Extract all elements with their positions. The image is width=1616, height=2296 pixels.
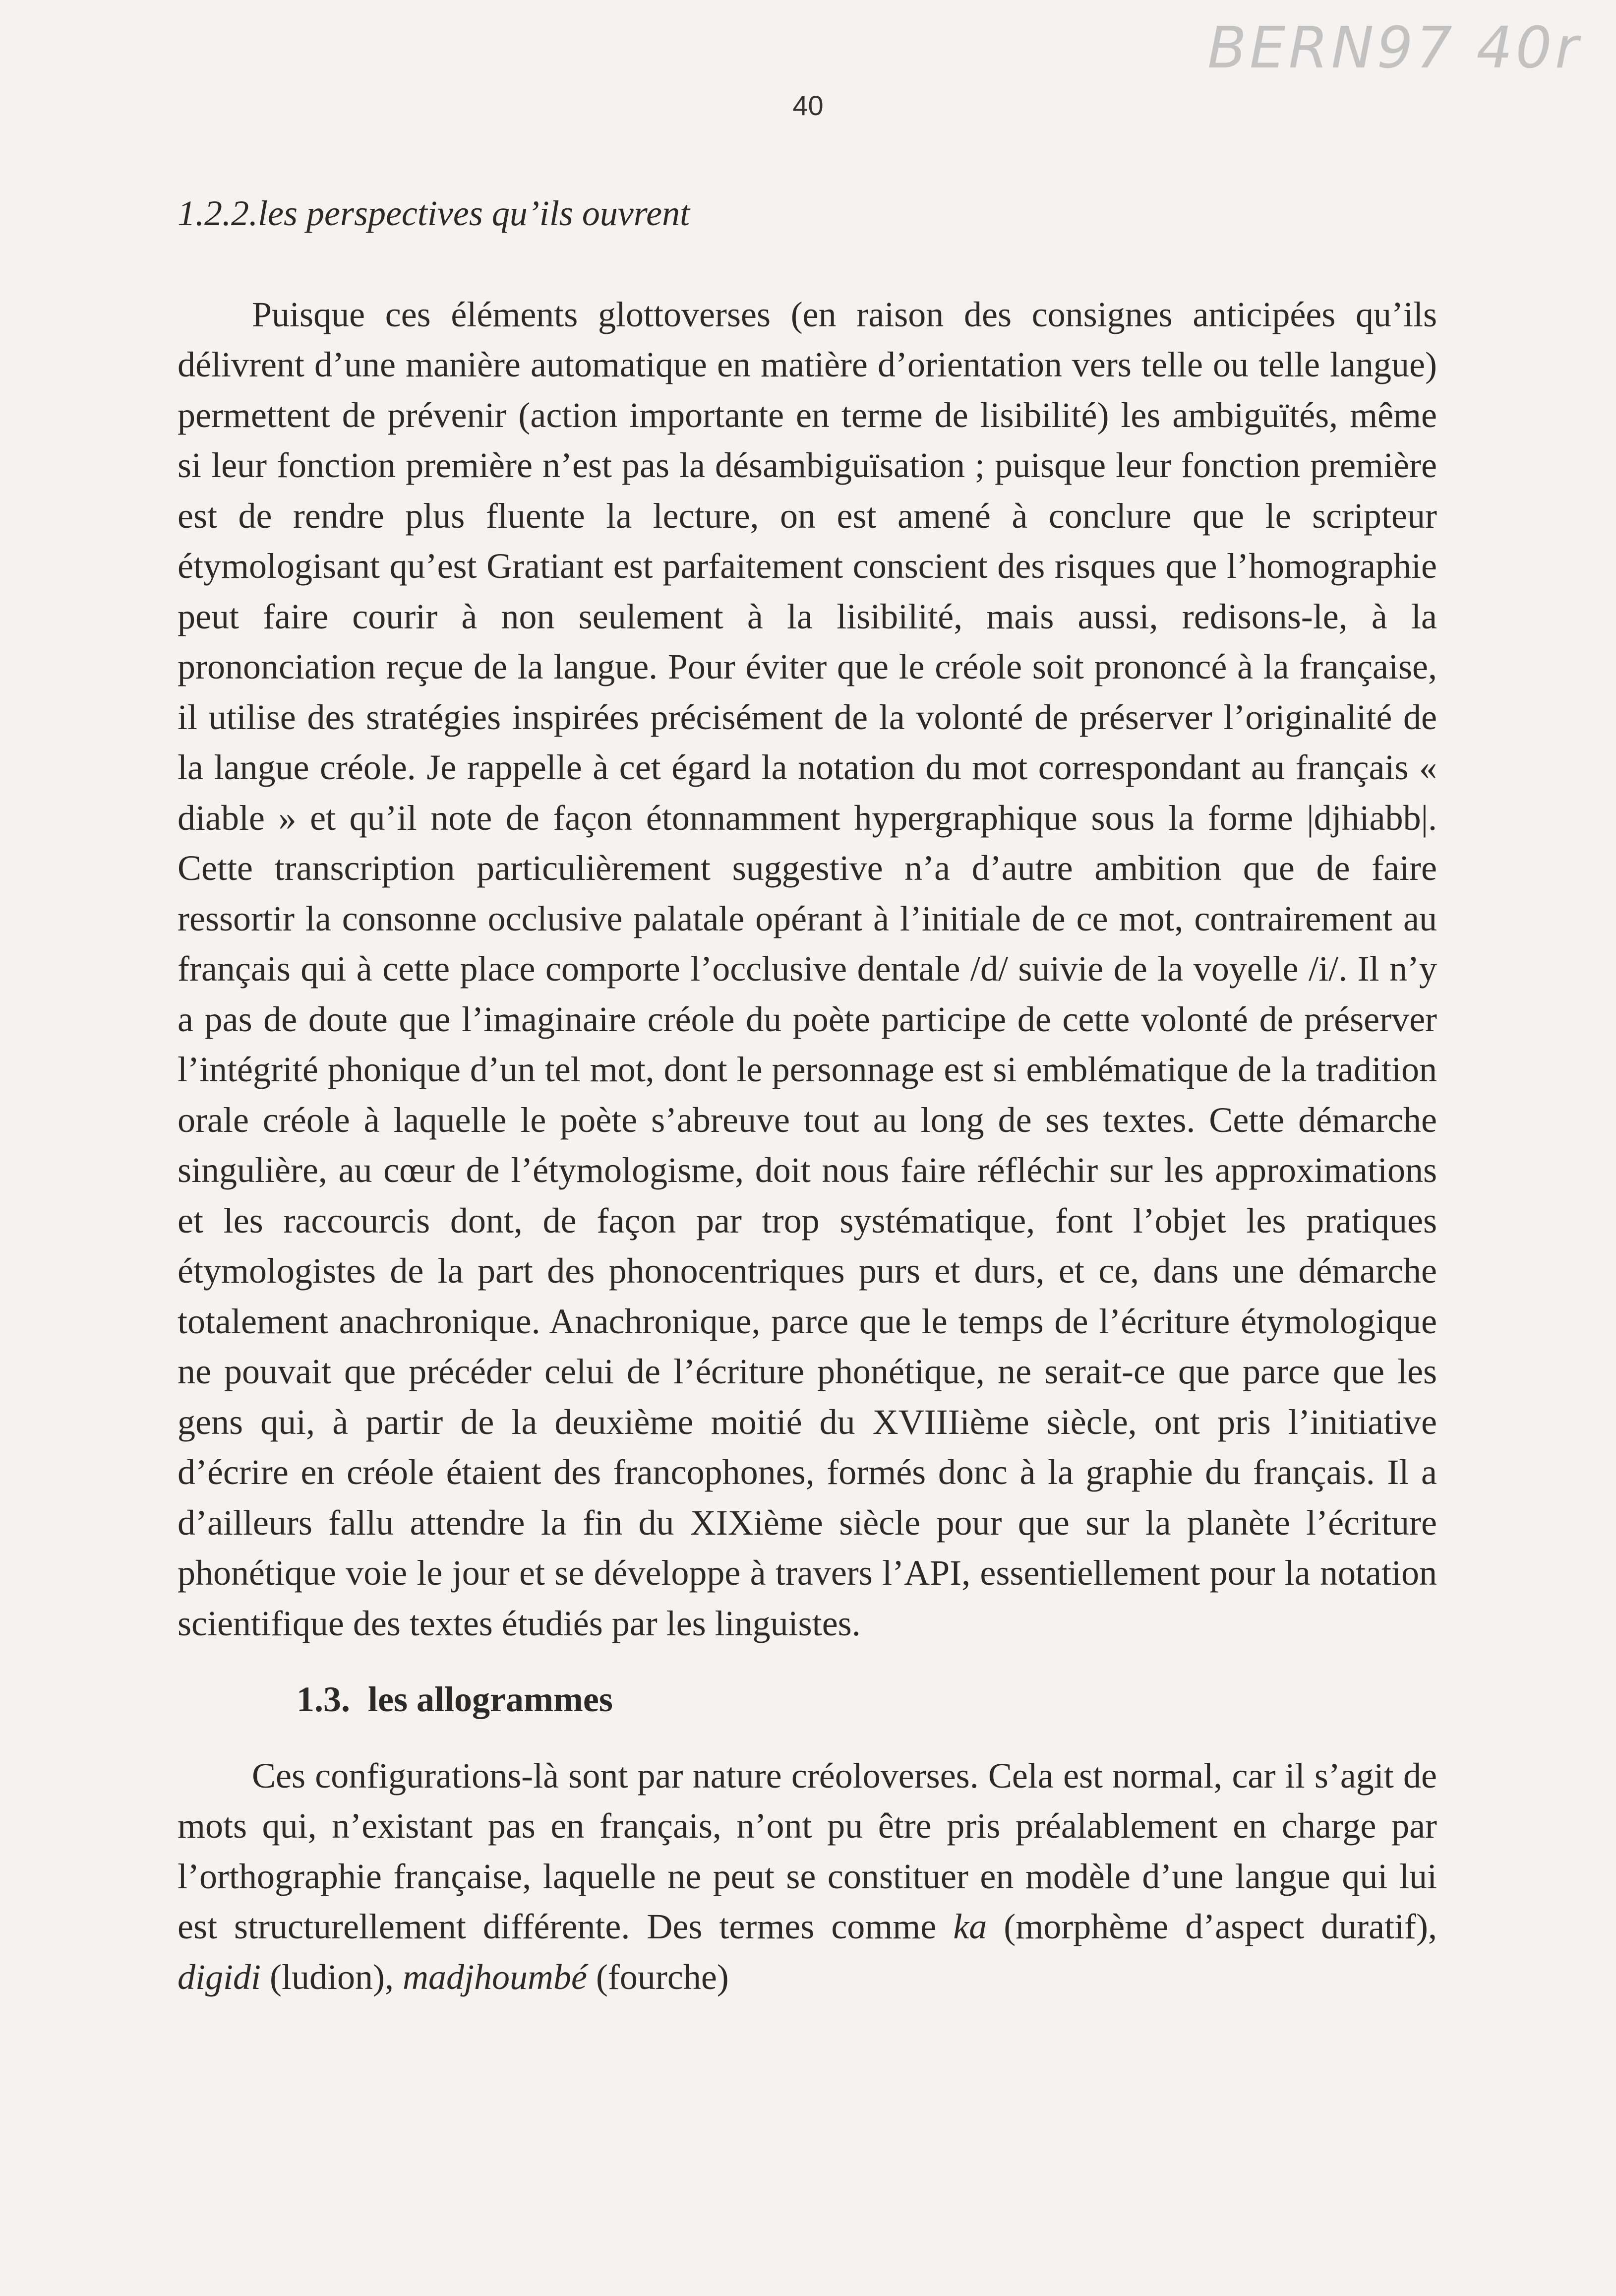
creole-term: madjhoumbé — [402, 1957, 587, 1997]
paragraph-text: (fourche) — [587, 1957, 729, 1997]
section-number: 1.3. — [297, 1679, 350, 1719]
paragraph-text: (ludion), — [261, 1957, 403, 1997]
section-number: 1.2.2. — [178, 193, 258, 233]
section-heading-1-2-2 — [178, 188, 1437, 239]
section-title: les allogrammes — [368, 1679, 613, 1719]
paragraph-2 — [178, 1751, 1437, 2003]
paragraph-text: Ces configurations-là sont par nature créoloverses. Cela est normal, car il s’agit de mots qui, n’existant pas en français, n’ont pu être pris préalablement en charge par l’orthographie française, laquelle ne peut se constituer en modèle d’une langue qui lui est structurellement différente. Des termes comme — [178, 1755, 1437, 1946]
creole-term: digidi — [178, 1957, 261, 1997]
document-body — [178, 188, 1437, 2002]
paragraph-text: (morphème d’aspect duratif), — [987, 1907, 1437, 1946]
page-number: 40 — [792, 90, 824, 121]
section-title: les perspectives qu’ils ouvrent — [258, 193, 690, 233]
paragraph-1: Puisque ces éléments glottoverses (en raison des consignes anticipées qu’ils délivrent d’une manière automatique en matière d’orientation vers telle ou telle langue) permettent de prévenir (action importante en terme de lisibilité) les ambiguïtés, même si leur fonction première n’est pas la désambiguïsation ; puisque leur fonction première est de rendre plus fluente la lecture, on est amené à conclure que le scripteur étymologisant qu’est Gratiant est parfaitement conscient des risques que l’homographie peut faire courir à non seulement à la lisibilité, mais aussi, redisons-le, à la prononciation reçue de la langue. Pour éviter que le créole soit prononcé à la française, il utilise des stratégies inspirées précisément de la volonté de préserver l’originalité de la langue créole. Je rappelle à cet égard la notation du mot correspondant au français « diable » et qu’il note de façon étonnamment hypergraphique sous la forme |djhiabb|. Cette transcription particulièrement suggestive n’a d’autre ambition que de faire ressortir la consonne occlusive palatale opérant à l’initiale de ce mot, contrairement au français qui à cette place comporte l’occlusive dentale /d/ suivie de la voyelle /i/. Il n’y a pas de doute que l’imaginaire créole du poète participe de cette volonté de préserver l’intégrité phonique d’un tel mot, dont le personnage est si emblématique de la tradition orale créole à laquelle le poète s’abreuve tout au long de ses textes. Cette démarche singulière, au cœur de l’étymologisme, doit nous faire réfléchir sur les approximations et les raccourcis dont, de façon par trop systématique, font l’objet les pratiques étymologistes de la part des phonocentriques purs et durs, et ce, dans une démarche totalement anachronique. Anachronique, parce que le temps de l’écriture étymologique ne pouvait que précéder celui de l’écriture phonétique, ne serait-ce que parce que les gens qui, à partir de la deuxième moitié du XVIIIième siècle, ont pris l’initiative d’écrire en créole étaient des francophones, formés donc à la graphie du français. Il a d’ailleurs fallu attendre la fin du XIXième siècle pour que sur la planète l’écriture phonétique voie le jour et se développe à travers l’API, essentiellement pour la notation scientifique des textes étudiés par les linguistes. — [178, 294, 1437, 1643]
section-heading-1-3 — [297, 1675, 1437, 1725]
handwritten-annotation: BERN97 40r — [1207, 15, 1581, 81]
creole-term: ka — [953, 1907, 987, 1946]
